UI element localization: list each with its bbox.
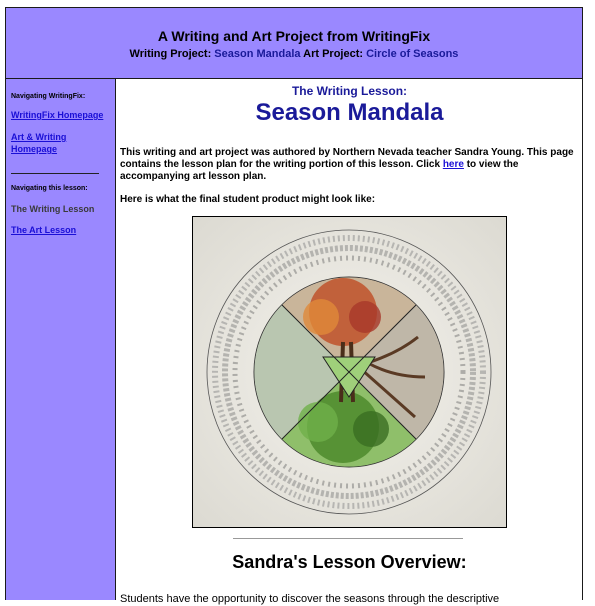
- writing-project-label: Writing Project:: [129, 48, 215, 60]
- nav-lesson-heading: Navigating this lesson:: [11, 185, 88, 192]
- overview-heading: Sandra's Lesson Overview:: [232, 552, 467, 572]
- lesson-kicker: The Writing Lesson:: [291, 84, 408, 98]
- writingfix-homepage-link[interactable]: WritingFix Homepage: [11, 110, 104, 120]
- section-divider: [233, 538, 463, 539]
- art-project-label: Art Project:: [300, 48, 367, 60]
- writing-project-name: Season Mandala: [214, 48, 301, 60]
- site-title: A Writing and Art Project from WritingFix: [157, 28, 431, 44]
- art-lesson-here-link[interactable]: here: [442, 159, 464, 170]
- nav-writingfix-heading: Navigating WritingFix:: [11, 93, 86, 100]
- intro-text-after: to view the accompanying art lesson plan.: [120, 159, 519, 182]
- current-lesson-label: The Writing Lesson: [11, 204, 95, 214]
- sidebar-divider: [11, 173, 99, 174]
- overview-paragraph: Students have the opportunity to discover the seasons through the descriptive: [120, 593, 500, 605]
- season-mandala-image: [192, 216, 507, 528]
- art-project-name: Circle of Seasons: [366, 48, 459, 60]
- page-header: [5, 7, 583, 79]
- intro-paragraph: [120, 147, 576, 183]
- product-caption: Here is what the final student product might look like:: [120, 194, 376, 205]
- sidebar: [5, 79, 116, 600]
- page-title: Season Mandala: [255, 99, 444, 126]
- project-subtitle: [6, 48, 582, 60]
- art-writing-homepage-link[interactable]: Art & Writing Homepage: [11, 132, 67, 154]
- art-lesson-link[interactable]: The Art Lesson: [11, 225, 77, 235]
- intro-text-before: This writing and art project was authored by Northern Nevada teacher Sandra Young. This page contains the lesson plan for the writing portion of this lesson. Click: [120, 147, 574, 170]
- mandala-artwork-icon: [193, 217, 506, 527]
- main-content: [116, 79, 583, 605]
